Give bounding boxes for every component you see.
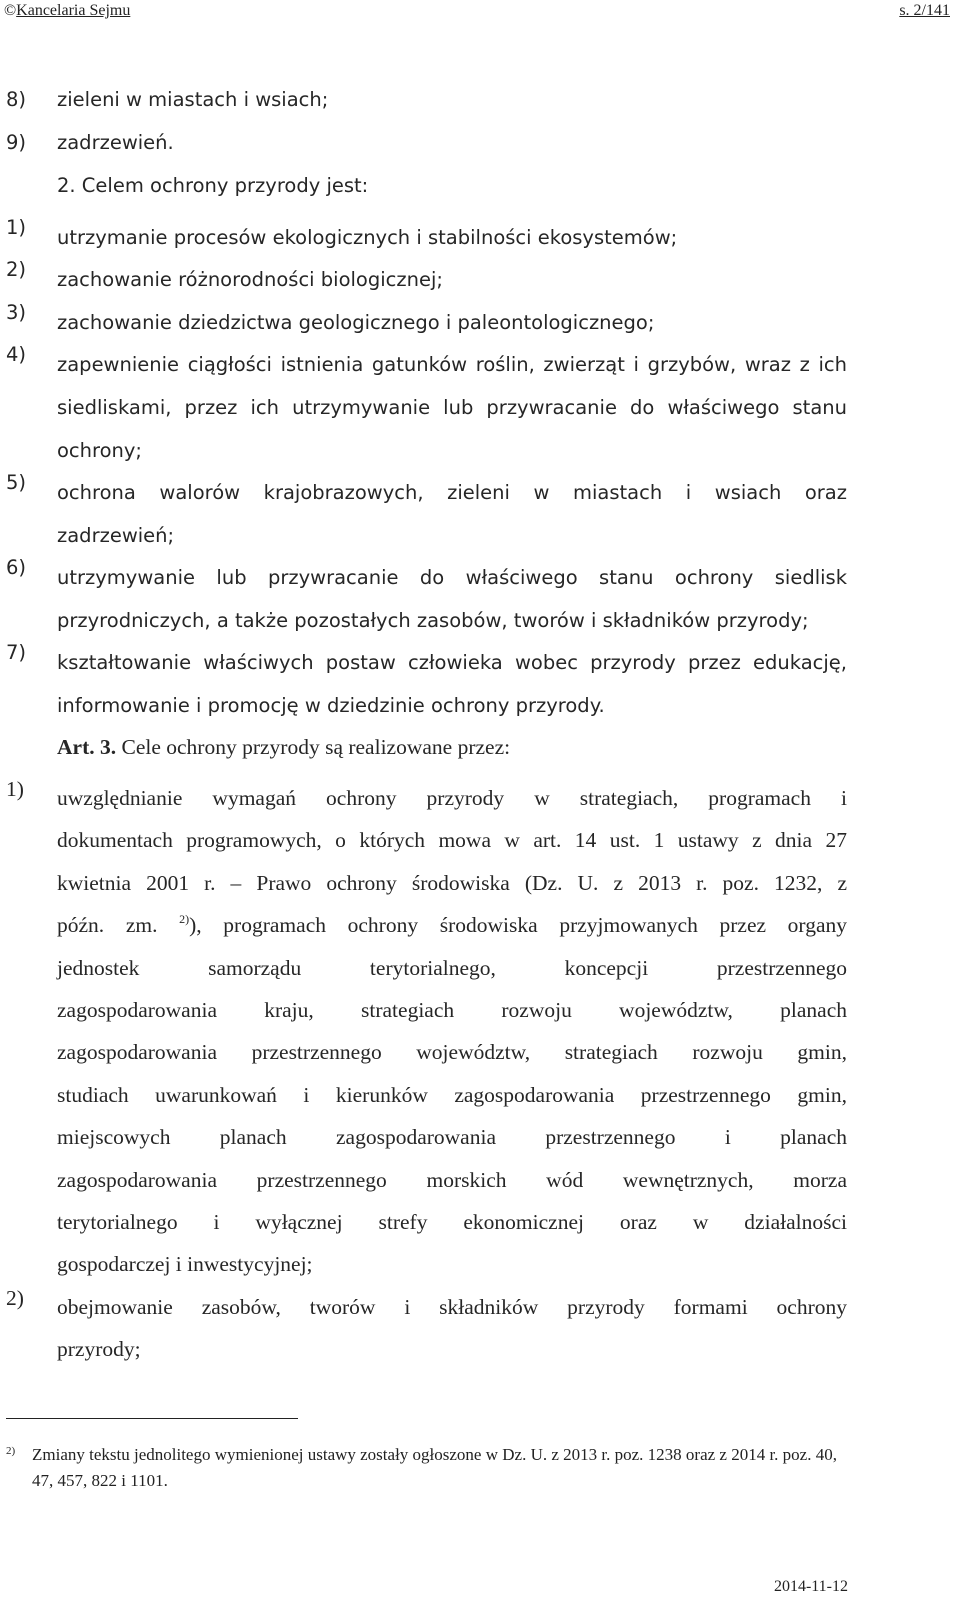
document-page: ©Kancelaria Sejmu s. 2/141 8) zieleni w miastach i wsiach; 9) zadrzewień. 2. Celem ochrony przyrody jest: 1) utrzymanie procesów ekologicznych i stabilności ekosystemów; 2) zachowanie różnorodności biologicznej; 3) zachowanie dziedzictwa geologicznego i paleontologicznego; 4) zapewnienie ciągłości istnienia gatunków roślin, zwierząt i grzybów, wraz z ich siedliskami, przez ich utrzymywanie lub przywracanie do właściwego stanu ochrony; 5) ochrona walorów krajobrazowych, zieleni w miastach i wsiach oraz zadrzewień; 6) utrzymywanie lub przywracanie do właściwego stanu ochrony siedlisk przyrodniczych, a także pozostałych zasobów, tworów i składników przyrody; 7) kształtowanie właściwych postaw człowieka wobec przyrody przez edukację, informowanie i promocję w dziedzinie ochrony przyrody. Art. 3. Cele ochrony przyrody są realizowane przez: 1) uwzględnianie wymagań ochrony przyrody w strategiach, programach i dokumentach programowych, o których mowa w art. 14 ust. 1 ustawy z dnia 27 kwietnia 2001 r. – Prawo ochrony środowiska (Dz. U. z 2013 r. poz. 1232, z późn. zm. $^{2)}$), programach ochrony środowiska przyjmowanych przez organy jednostek samorządu terytorialnego, koncepcji przestrzennego zagospodarowania kraju, strategiach rozwoju województw, planach zagospodarowania przestrzennego województw, strategiach rozwoju gmin, studiach uwarunkowań i kierunków zagospodarowania przestrzennego gmin, miejscowych planach zagospodarowania przestrzennego i planach zagospodarowania przestrzennego morskich wód wewnętrznych, morza terytorialnego i wyłącznej strefy ekonomicznej oraz w działalności gospodarczej i inwestycyjnej; 2) obejmowanie zasobów, tworów i składników przyrody formami ochrony przyrody; 2) Zmiany tekstu jednolitego wymienionej ustawy zostały ogłoszone w Dz. U. z 2013 r. poz. 1238 oraz z 2014 r. poz. 40, 47, 457, 822 i 1101. 2014-11-12 (4, 2, 950, 1595)
header-source-text: Kancelaria Sejmu (16, 2, 131, 19)
footnote-mark: 2) (6, 1445, 16, 1457)
header-source (4, 0, 130, 22)
paragraph-intro: 2. Celem ochrony przyrody jest: (57, 174, 369, 197)
footnote-divider (6, 1418, 298, 1419)
footnote-text: Zmiany tekstu jednolitego wymienionej ustawy zostały ogłoszone w Dz. U. z 2013 r. poz. 1238 oraz z 2014 r. poz. 40, 47, 457, 822 i 1101. (32, 1445, 837, 1490)
article-intro: Cele ochrony przyrody są realizowane przez: (121, 735, 511, 759)
line-with-footnote-ref: późn. zm. $^{2)}$), programach ochrony środowiska przyjmowanych przez organy (57, 912, 847, 938)
page-number: s. 2/141 (899, 2, 950, 19)
article-heading (57, 735, 510, 760)
footnote-ref[interactable]: 2) (179, 912, 190, 927)
copyright-symbol: © (4, 2, 17, 19)
footer-date: 2014-11-12 (773, 1578, 848, 1595)
article-label: Art. 3. (57, 735, 117, 759)
